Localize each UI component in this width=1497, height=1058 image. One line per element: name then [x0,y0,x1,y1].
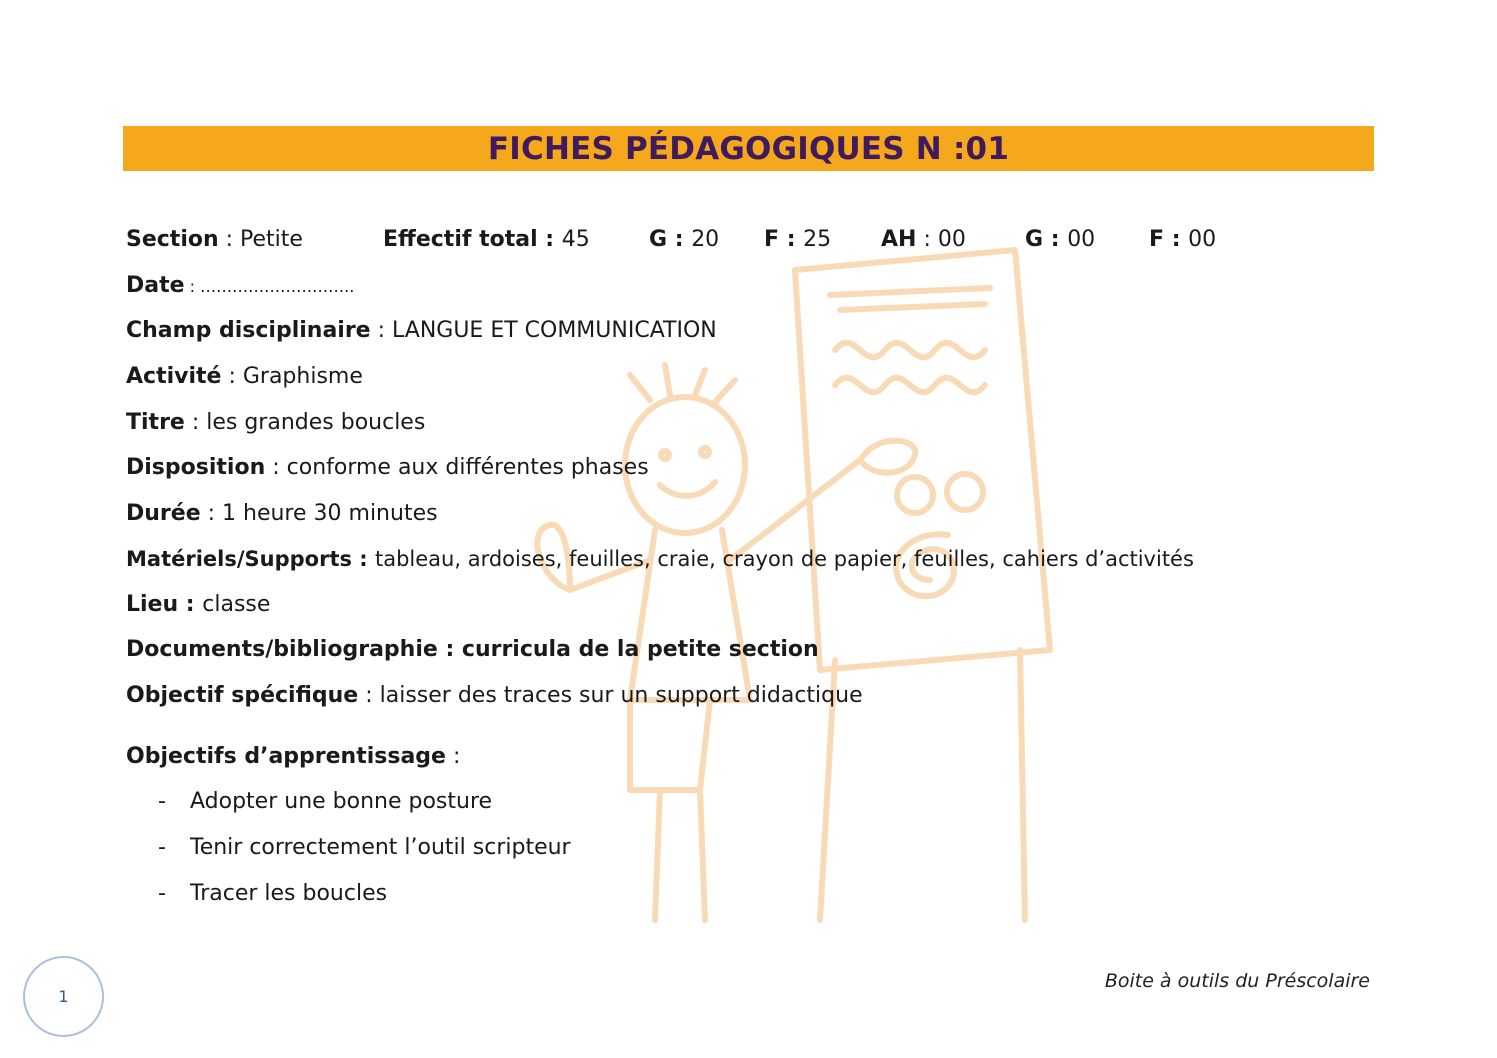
titre-field: Titre : les grandes boucles [126,410,426,435]
disposition-field: Disposition : conforme aux différentes phases [126,455,649,480]
bullet-dash: - [158,789,166,814]
duree-field: Durée : 1 heure 30 minutes [126,501,438,526]
effectif-field: Effectif total : 45 [383,227,590,252]
title-banner [123,126,1374,171]
documents-field: Documents/bibliographie : curricula de la petite section [126,637,819,662]
f1-field: F : 25 [764,227,832,252]
bullet-dash: - [158,881,166,906]
champ-field: Champ disciplinaire : LANGUE ET COMMUNICATION [126,318,717,343]
f2-field: F : 00 [1149,227,1217,252]
lieu-field: Lieu : classe [126,592,271,617]
page-title: FICHES PÉDAGOGIQUES N :01 [487,130,1010,167]
materiels-field: Matériels/Supports : tableau, ardoises, feuilles, craie, crayon de papier, feuilles, cahiers d’activités [126,547,1194,571]
ah-field: AH : 00 [881,227,966,252]
date-field: Date : ……………………….. [126,273,355,298]
bullet-dash: - [158,835,166,860]
objectif-specifique-field: Objectif spécifique : laisser des traces sur un support didactique [126,683,863,708]
activite-field: Activité : Graphisme [126,364,363,389]
page-number: 1 [23,956,104,1037]
g1-field: G : 20 [649,227,720,252]
footer-label: Boite à outils du Préscolaire [1104,970,1370,992]
objectifs-apprentissage-heading: Objectifs d’apprentissage : [126,744,461,769]
section-field: Section : Petite [126,227,303,252]
header-row [126,226,1376,254]
g2-field: G : 00 [1025,227,1096,252]
